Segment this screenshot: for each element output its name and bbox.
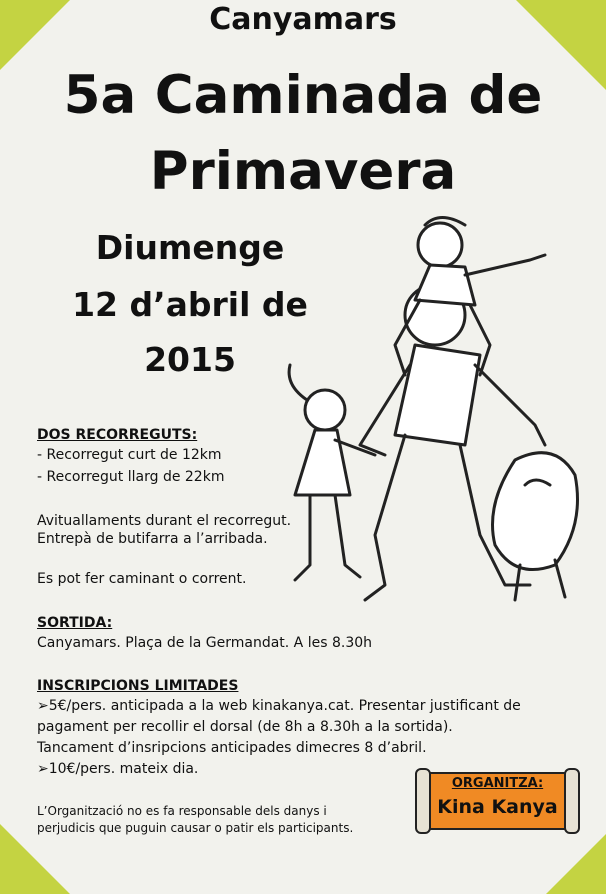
organizer-badge bbox=[415, 766, 580, 832]
organizer-name: Kina Kanya bbox=[437, 796, 558, 818]
family-walking-illustration bbox=[265, 205, 585, 625]
start-heading: SORTIDA: bbox=[37, 615, 113, 631]
route-long: - Recorregut llarg de 22km bbox=[37, 469, 225, 485]
event-title-line1: 5a Caminada de bbox=[63, 65, 543, 126]
disclaimer-line1: L’Organització no es fa responsable dels danys i bbox=[37, 804, 327, 818]
route-short: - Recorregut curt de 12km bbox=[37, 447, 222, 463]
registration-price-same-day: ➢10€/pers. mateix dia. bbox=[37, 761, 199, 777]
brand-name: Canyamars bbox=[209, 2, 397, 37]
registration-price-advance: ➢5€/pers. anticipada a la web kinakanya.cat. Presentar justificant de bbox=[37, 698, 521, 714]
organizer-label: ORGANITZA: bbox=[451, 776, 544, 791]
registration-deadline: Tancament d’insripcions anticipades dimecres 8 d’abril. bbox=[37, 740, 427, 756]
event-date-line3: 2015 bbox=[144, 340, 236, 379]
event-title-line2: Primavera bbox=[149, 141, 457, 202]
disclaimer-line2: perjudicis que puguin causar o patir els participants. bbox=[37, 821, 354, 835]
registration-heading: INSCRIPCIONS LIMITADES bbox=[37, 678, 239, 694]
routes-heading: DOS RECORREGUTS: bbox=[37, 427, 198, 443]
start-location: Canyamars. Plaça de la Germandat. A les 8.30h bbox=[37, 635, 373, 651]
info-mode: Es pot fer caminant o corrent. bbox=[37, 571, 247, 587]
info-supplies: Avituallaments durant el recorregut. bbox=[37, 513, 292, 529]
event-date-line1: Diumenge bbox=[95, 228, 285, 267]
event-date-line2: 12 d’abril de bbox=[72, 285, 308, 324]
corner-decoration-bottom-right bbox=[546, 834, 606, 894]
registration-pickup: pagament per recollir el dorsal (de 8h a 8.30h a la sortida). bbox=[37, 719, 453, 735]
info-food: Entrepà de butifarra a l’arribada. bbox=[37, 531, 268, 547]
